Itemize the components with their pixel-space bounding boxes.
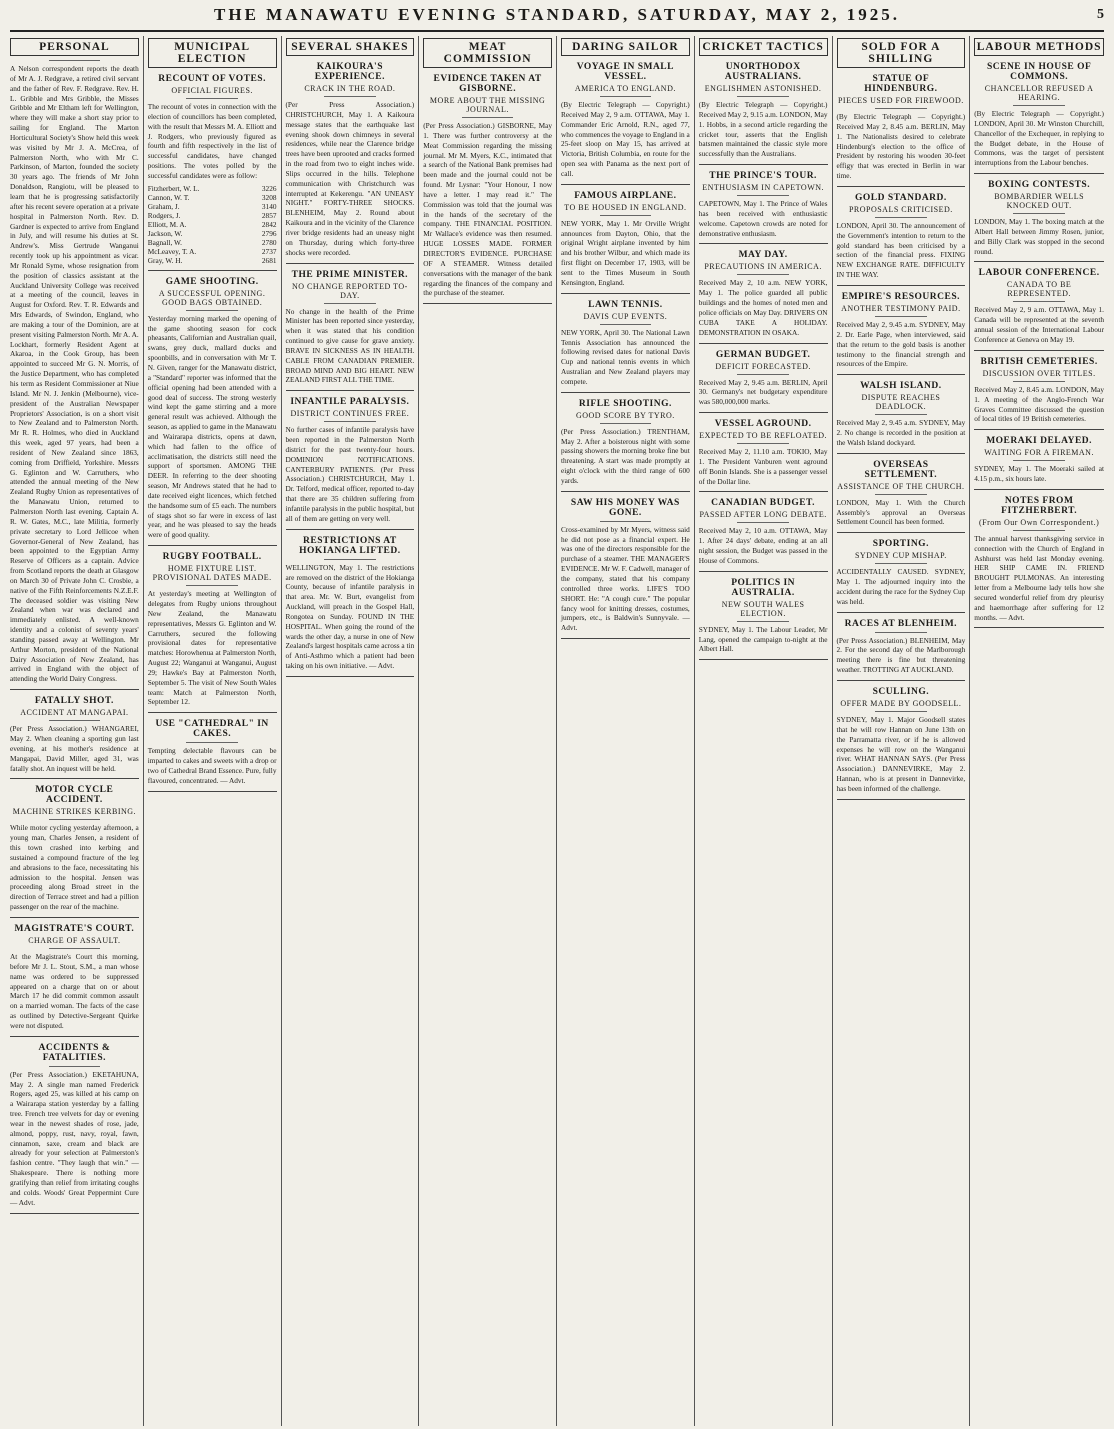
article bbox=[286, 397, 415, 529]
divider bbox=[186, 742, 238, 743]
article-title: ACCIDENTS & FATALITIES. bbox=[38, 1042, 111, 1063]
divider bbox=[324, 96, 376, 97]
candidate-name: Bagnall, W. bbox=[147, 237, 183, 247]
article bbox=[837, 539, 966, 612]
article-title: BRITISH CEMETERIES. bbox=[980, 356, 1098, 367]
article-body: (By Electric Telegraph — Copyright.) Received May 2, 9.15 a.m. LONDON, May 1. Hobbs, in a second article regarding the cricket tour, asserts that the English batsmen maintained the classic style more successfully than the Australians. bbox=[698, 100, 828, 159]
article-body: (By Electric Telegraph — Copyright.) Received May 2, 9 a.m. OTTAWA, May 1. Commander Eric Arnold, R.N., aged 77, who commences the voyage to England in a 25-feet sloop on May 15, has arrived at Victoria, British Columbia, en route for the open sea with Panama as the next port of call. bbox=[561, 100, 690, 178]
column-headline: PERSONAL bbox=[10, 38, 139, 56]
divider bbox=[1013, 213, 1065, 214]
article bbox=[10, 1043, 139, 1214]
article-title: MAGISTRATE'S COURT. bbox=[14, 923, 135, 934]
candidate-votes: 3226 bbox=[261, 183, 277, 193]
divider bbox=[49, 720, 101, 721]
news-column bbox=[970, 36, 1108, 1426]
article-title: GERMAN BUDGET. bbox=[715, 349, 811, 360]
divider bbox=[737, 96, 789, 97]
news-column bbox=[282, 36, 420, 1426]
candidate-name: Graham, J. bbox=[147, 201, 180, 211]
section-separator bbox=[837, 532, 966, 533]
article-body: CAPETOWN, May 1. The Prince of Wales has been received with enthusiastic welcome. Capetown crowds are noted for demonstrative enthusiasm. bbox=[698, 199, 828, 238]
article-title: RIFLE SHOOTING. bbox=[578, 398, 672, 409]
article-title: FAMOUS AIRPLANE. bbox=[574, 190, 677, 201]
article-title: SPORTING. bbox=[872, 539, 929, 550]
section-separator bbox=[699, 571, 828, 572]
article-body: SYDNEY, May 1. The Moeraki sailed at 4.15 p.m., six hours late. bbox=[974, 464, 1104, 484]
divider bbox=[875, 414, 927, 415]
section-separator bbox=[286, 529, 415, 530]
section-separator bbox=[699, 343, 828, 344]
news-column bbox=[419, 36, 557, 1426]
column-headline: SOLD FOR A SHILLING bbox=[837, 38, 966, 68]
article-subtitle: OFFICIAL FIGURES. bbox=[171, 86, 253, 95]
article-body: Received May 2, 10 a.m. NEW YORK, May 1. The police guarded all public buildings and the homes of noted men and police officials on May Day. DRIVERS ON CUBA TAKE A HOLIDAY. DEMONSTRATION IN OSAKA. bbox=[698, 278, 828, 337]
newspaper-title: THE MANAWATU EVENING STANDARD, SATURDAY, MAY 2, 1925. bbox=[214, 5, 900, 24]
section-separator bbox=[10, 778, 139, 779]
divider bbox=[875, 494, 927, 495]
section-separator bbox=[561, 638, 690, 639]
article-title: WALSH ISLAND. bbox=[860, 381, 942, 392]
candidate-name: Elliott, M. A. bbox=[147, 219, 187, 229]
article-title: GOLD STANDARD. bbox=[854, 192, 947, 203]
column-headline: SEVERAL SHAKES bbox=[286, 38, 415, 56]
article bbox=[837, 193, 966, 286]
candidate-votes: 2681 bbox=[261, 255, 277, 265]
article-body: NEW YORK, May 1. Mr Orville Wright announces from Dayton, Ohio, that the original Wright airplane invented by him and his brother Wilbur, and which made its first flight on December 17, 1903, will be sent to the Times Museum in South Kensington, England. bbox=[561, 218, 690, 287]
divider bbox=[186, 585, 238, 586]
table-row bbox=[148, 184, 277, 193]
article bbox=[10, 60, 139, 690]
article-title: RACES AT BLENHEIM. bbox=[844, 618, 958, 629]
article-body: (Per Press Association.) TRENTHAM, May 2. After a boisterous night with some passing showers the morning broke fine but threatening. A start was made promptly at eight o'clock with the third range of 600 yards. bbox=[561, 426, 690, 485]
section-separator bbox=[699, 412, 828, 413]
section-separator bbox=[699, 243, 828, 244]
article-body: No change in the health of the Prime Minister has been reported since yesterday, when it was stated that his condition continued to give cause for grave anxiety. BRAVE IN SICKNESS AS IN HEALTH. CABLE FROM CANADIAN PREMIER. BROAD MIND AND BIG HEART. NEW ZEALAND FIRST ALL THE TIME. bbox=[285, 306, 415, 385]
divider bbox=[875, 217, 927, 218]
masthead bbox=[10, 0, 1104, 32]
divider bbox=[49, 1066, 101, 1067]
divider bbox=[600, 521, 652, 522]
article-title: BOXING CONTESTS. bbox=[988, 180, 1091, 191]
article-subtitle: PIECES USED FOR FIREWOOD. bbox=[837, 96, 964, 105]
article-body: Tempting delectable flavours can be imparted to cakes and sweets with a drop or two of Cathedral Brand Essence. Pure, fully flavoured, concentrated. — Advt. bbox=[147, 746, 277, 785]
article-title: CANADIAN BUDGET. bbox=[711, 498, 816, 509]
candidate-name: McLeavey, T. A. bbox=[147, 246, 197, 256]
article bbox=[699, 498, 828, 571]
article-title: LABOUR CONFERENCE. bbox=[978, 268, 1100, 279]
section-separator bbox=[974, 173, 1104, 174]
article bbox=[286, 270, 415, 392]
section-separator bbox=[974, 261, 1104, 262]
article-title: STATUE OF HINDENBURG. bbox=[864, 74, 938, 94]
article-subtitle: CANADA TO BE REPRESENTED. bbox=[1006, 280, 1072, 299]
section-separator bbox=[837, 186, 966, 187]
article bbox=[699, 250, 828, 343]
page-number: 5 bbox=[1097, 7, 1104, 22]
candidate-votes: 2796 bbox=[261, 228, 277, 238]
article-title: MOERAKI DELAYED. bbox=[986, 436, 1093, 447]
article bbox=[148, 74, 277, 271]
article-body: SYDNEY, May 1. The Labour Leader, Mr Lang, opened the campaign to-night at the Albert Hall. bbox=[698, 624, 828, 654]
article-body: SYDNEY, May 1. Major Goodsell states that he will row Hannan on June 13th on the Parramatta river, or if he is allowed expenses he will row on the Wanganui river. WHAT HANNAN SAYS. (Per Press Association.) DANNEVIRKE, May 2. Hannan, who is at present in Dannevirke, has been informed of the challenge. bbox=[836, 715, 966, 793]
article bbox=[148, 719, 277, 791]
column-headline: MUNICIPAL ELECTION bbox=[148, 38, 277, 68]
article-title: FATALLY SHOT. bbox=[34, 696, 114, 707]
article-subtitle: CRACK IN THE ROAD. bbox=[304, 84, 396, 93]
divider bbox=[875, 563, 927, 564]
article bbox=[837, 460, 966, 534]
article-body: NEW YORK, April 30. The National Lawn Tennis Association has announced the following revised dates for national Davis Cup and national tennis events in which Australian and New Zealand players may compete. bbox=[561, 327, 690, 386]
article-title: INFANTILE PARALYSIS. bbox=[290, 397, 410, 408]
section-separator bbox=[837, 374, 966, 375]
candidate-votes: 2857 bbox=[261, 210, 277, 220]
divider bbox=[1013, 105, 1065, 106]
article-subtitle: (From Our Own Correspondent.) bbox=[978, 517, 1100, 527]
article-subtitle: MORE ABOUT THE MISSING JOURNAL. bbox=[429, 96, 546, 114]
section-separator bbox=[699, 164, 828, 165]
article-title: EMPIRE'S RESOURCES. bbox=[841, 291, 960, 302]
table-row bbox=[148, 193, 277, 202]
divider bbox=[49, 819, 101, 820]
section-separator bbox=[10, 1036, 139, 1037]
divider bbox=[1013, 460, 1065, 461]
divider bbox=[875, 711, 927, 712]
article bbox=[286, 536, 415, 677]
article-body: LONDON, May 1. The boxing match at the Albert Hall between Jimmy Rosen, junior, and Billy Clark was stopped in the second round. bbox=[974, 217, 1104, 256]
article-body: A Nelson correspondent reports the death of Mr A. J. Redgrave, a retired civil servant and the father of Rev. F. Redgrave. Rev. H. L. Gribble and Mrs Gribble, the Misses Gribble and Mr Eltham left for Wellington, where they will make a short stay prior to sailing for England. The Marton Horticultural Society's Show held this week was visited by Mr J. A. McCrea, of Palmerston North, who with Mr C. Parkinson, of Marton, founded the society 30 years ago. The friends of Mr John Donaldson, Rangiotu, will be pleased to learn that he is progressing satisfactorily after his recent severe operation at a private hospital in Palmerston North. Rev. D. Gardner is expected to arrive from England in July, and will resume his duties at St. Andrew's. Miss Gertrude Wanganui recently took up his appointment as vicar. Mr Ronald Syme, whose resignation from the position of classics assistant at the Auckland University College was received at a meeting of the council, leaves in August for Oxford. Rev. T. R. Edwards and Mrs Edwards, of Swindon, England, who are making a tour of the Dominion, are at present visiting Palmerston North. Mr A. A. Lockhart, formerly Resident Agent at Akaroa, in the Cook Group, has been appointed to succeed Mr G. N. Morris, of the Justice Department, who has completed his term as Resident Commissioner at Niue Island. Mr N. J. Jenkin (Melbourne), vice-president of the Australian Newspaper Proprietors' Association, is on a short visit to New Zealand and to Palmerston North. Mr R. R. Holmes, who died in Auckland this week, aged 97 years, had been a resident of New Zealand since 1863, coming from Driffield, Yorkshire. Messrs G. Eglinton and W. Carruthers, who attended the annual meeting of the New Zealand Rugby Union as representatives of the Manawatu Union, returned to Palmerston North last evening. Captain A. R. W. Gates, M.C., late Militia, formerly private secretary to Lord Jellicoe when Governor-General of New Zealand, has been appointed to the Egyptian Army Reserve of Officers as a captain. Advice from Scotland reports the death at Glasgow on March 30 of Private John C. Crosbie, a native of the Fifth Reinforcements N.Z.E.F. The deceased soldier was visiting New Zealand when war was declared and immediately enlisted. A well-known identity and a colonist of seventy years' standing passed away at Wellington. Mr Arthur Morton, president of the National Dairy Association of New Zealand, has arrived in England with the object of attending the World Dairy Congress. bbox=[10, 64, 139, 684]
article bbox=[974, 436, 1104, 490]
article-body: ACCIDENTALLY CAUSED. SYDNEY, May 1. The adjourned inquiry into the accident during the race for the Sydney Cup was held. bbox=[836, 567, 966, 606]
article bbox=[10, 924, 139, 1037]
article bbox=[286, 62, 415, 264]
article-body: Received May 2, 9 a.m. OTTAWA, May 1. Canada will be represented at the seventh annual session of the International Labour Conference at Geneva on May 19. bbox=[974, 305, 1104, 344]
article-body: Yesterday morning marked the opening of the game shooting season for cock pheasants, Californian and Australian quail, swans, grey duck, mallard ducks and spoonbills, and in conversation with Mr T. N. Given, ranger for the Manawatu district, a "Standard" reporter was informed that the official opening had been attended with a good deal of success. The strong westerly wind kept the game stirring and a more general result was achieved. Although the season, as applied to game in the Manawatu and Wairarapa districts, opens at dawn, which had fallen to the office of acclimatisation, the districts still need the support of sportsmen. AMONG THE DEER. In referring to the deer shooting season, Mr Andrews stated that he had to date received eight licences, which fetched the handsome sum of £5 each. The numbers of stags shot so far were in excess of last year, and he was pleased to say the heads were of good quality. bbox=[147, 313, 277, 540]
article-subtitle: ASSISTANCE OF THE CHURCH. bbox=[837, 481, 965, 491]
article-subtitle: EXPECTED TO BE REFLOATED. bbox=[699, 431, 827, 441]
section-separator bbox=[974, 429, 1104, 430]
article bbox=[837, 687, 966, 800]
section-separator bbox=[699, 491, 828, 492]
divider bbox=[737, 443, 789, 444]
table-row bbox=[148, 202, 277, 211]
article-title: GAME SHOOTING. bbox=[165, 276, 259, 287]
section-separator bbox=[837, 285, 966, 286]
article-title: SCULLING. bbox=[872, 687, 930, 697]
news-column bbox=[557, 36, 695, 1426]
article bbox=[699, 62, 828, 165]
table-row bbox=[148, 211, 277, 220]
article-subtitle: ANOTHER TESTIMONY PAID. bbox=[841, 303, 961, 313]
divider bbox=[737, 621, 789, 622]
article-subtitle: AMERICA TO ENGLAND. bbox=[574, 84, 676, 93]
article-body: At the Magistrate's Court this morning, before Mr J. L. Stout, S.M., a man whose name was ordered to be suppressed appeared on a charge that on or about March 17 he did commit common assault on a married woman. The facts of the case as outlined by Detective-Sergeant Quirke were not disputed. bbox=[10, 951, 139, 1030]
divider bbox=[600, 96, 652, 97]
article-title: RESTRICTIONS AT HOKIANGA LIFTED. bbox=[299, 535, 401, 556]
article-body: (By Electric Telegraph — Copyright.) Received May 2, 8.45 a.m. BERLIN, May 1. The Nationalists desired to celebrate Hindenburg's election to the office of President by restoring his wooden 30-feet effigy that was erected in Berlin in war time. bbox=[836, 112, 966, 181]
article-title: POLITICS IN AUSTRALIA. bbox=[731, 577, 796, 598]
article-subtitle: A SUCCESSFUL OPENING. GOOD BAGS OBTAINED. bbox=[158, 288, 266, 307]
divider bbox=[186, 310, 238, 311]
article-title: OVERSEAS SETTLEMENT. bbox=[864, 459, 938, 480]
table-row bbox=[148, 229, 277, 238]
candidate-votes: 2780 bbox=[261, 237, 277, 247]
article-title: THE PRIME MINISTER. bbox=[291, 269, 409, 280]
article-title: THE PRINCE'S TOUR. bbox=[709, 171, 817, 182]
section-separator bbox=[10, 917, 139, 918]
article bbox=[974, 357, 1104, 430]
divider bbox=[875, 316, 927, 317]
divider bbox=[49, 948, 101, 949]
article-title: SAW HIS MONEY WAS GONE. bbox=[570, 497, 680, 518]
section-separator bbox=[837, 453, 966, 454]
article-body: Received May 2, 10 a.m. OTTAWA, May 1. After 24 days' debate, ending at an all night session, the Budget was passed in the House of Commons. bbox=[698, 526, 828, 565]
candidate-name: Cannon, W. T. bbox=[147, 192, 190, 202]
table-row bbox=[148, 256, 277, 265]
article-title: NOTES FROM FITZHERBERT. bbox=[1001, 495, 1078, 516]
column-headline: LABOUR METHODS bbox=[974, 38, 1104, 56]
article-title: USE "CATHEDRAL" IN CAKES. bbox=[155, 719, 269, 740]
section-separator bbox=[148, 791, 277, 792]
article-subtitle: PRECAUTIONS IN AMERICA. bbox=[704, 262, 822, 272]
article-body: The annual harvest thanksgiving service in connection with the Church of England in Ashhurst was held last Monday evening. HER SHIP CAME IN. FRIEND BROUGHT PULMONAS. An interesting letter from a Melbourne lady tells how she secured wonderful relief from dry pleurisy and haemorrhage after suffering for 12 months. — Advt. bbox=[974, 533, 1104, 622]
article bbox=[148, 552, 277, 713]
candidate-name: Jackson, W. bbox=[147, 228, 183, 238]
article-body: Received May 2, 9.45 a.m. SYDNEY, May 2. No change is recorded in the position at the Walsh Island dockyard. bbox=[836, 418, 966, 447]
divider bbox=[1013, 381, 1065, 382]
column-headline: MEAT COMMISSION bbox=[423, 38, 552, 68]
article-body: The recount of votes in connection with the election of councillors has been completed, with the result that Messrs M. A. Elliott and J. Rodgers, who previously figured as fourth and fifth respectively in the list of successful candidates, have changed positions. The votes polled by the successful candidates were as follow: bbox=[147, 102, 277, 180]
candidate-name: Rodgers, J. bbox=[147, 210, 181, 220]
divider bbox=[324, 303, 376, 304]
divider bbox=[737, 195, 789, 196]
article-subtitle: DEFICIT FORECASTED. bbox=[715, 361, 811, 371]
section-separator bbox=[974, 350, 1104, 351]
news-column bbox=[144, 36, 282, 1426]
section-separator bbox=[148, 545, 277, 546]
article-subtitle: PASSED AFTER LONG DEBATE. bbox=[699, 510, 827, 520]
article-body: LONDON, May 1. With the Church Assembly's approval an Overseas Settlement Council has been formed. bbox=[836, 497, 966, 527]
article-title: VOYAGE IN SMALL VESSEL. bbox=[576, 62, 674, 82]
divider bbox=[875, 108, 927, 109]
article-subtitle: ENTHUSIASM IN CAPETOWN. bbox=[702, 183, 825, 193]
article bbox=[561, 399, 690, 492]
article-body: While motor cycling yesterday afternoon, a young man, Charles Jensen, a resident of this town crashed into kerbing and sustained a compound fracture of the leg and abrasions to the face, necessitating his admission to the hospital. Jensen was proceeding along Broad street in the direction of Terrace street and had a pillion passenger on the rear of the machine. bbox=[10, 823, 139, 912]
article-subtitle: DISCUSSION OVER TITLES. bbox=[982, 368, 1096, 378]
section-separator bbox=[974, 489, 1104, 490]
section-separator bbox=[699, 659, 828, 660]
article-subtitle: OFFER MADE BY GOODSELL. bbox=[840, 699, 962, 708]
section-separator bbox=[148, 712, 277, 713]
section-separator bbox=[286, 390, 415, 391]
article-subtitle: CHARGE OF ASSAULT. bbox=[28, 935, 121, 945]
divider bbox=[324, 421, 376, 422]
section-separator bbox=[837, 612, 966, 613]
candidate-name: Fitzherbert, W. L. bbox=[147, 183, 200, 193]
article-subtitle: WAITING FOR A FIREMAN. bbox=[984, 448, 1094, 458]
column-headline: DARING SAILOR bbox=[561, 38, 690, 56]
article bbox=[837, 74, 966, 187]
article bbox=[837, 381, 966, 454]
article-subtitle: TO BE HOUSED IN ENGLAND. bbox=[564, 202, 687, 212]
article-subtitle: DISPUTE REACHES DEADLOCK. bbox=[861, 393, 941, 412]
divider bbox=[324, 559, 376, 560]
article-body: At yesterday's meeting at Wellington of delegates from Rugby unions throughout New Zealand, the Manawatu representatives, Messrs G. Eglinton and W. Carruthers, secured the following provisional dates for representative matches: Horowhenua at Palmerston North, August 22; Wanganui at Wanganui, August 29; Hawke's Bay at Palmerston North, September 5. The visit of New South Wales team: Match at Palmerston North, September 12. bbox=[147, 589, 277, 707]
article-subtitle: DAVIS CUP EVENTS. bbox=[583, 311, 668, 321]
section-separator bbox=[10, 1213, 139, 1214]
article-subtitle: MACHINE STRIKES KERBING. bbox=[12, 807, 137, 817]
article-body: Received May 2, 11.10 a.m. TOKIO, May 1. The President Vanburen went aground off Bonin Islands. She is a passenger vessel of the Dollar line. bbox=[698, 447, 828, 486]
article-body: (By Electric Telegraph — Copyright.) LONDON, April 30. Mr Winston Churchill, Chancellor of the Exchequer, in replying to the Budget debate, in the House of Commons, was the target of persistent interruptions from the Labour benches. bbox=[974, 109, 1104, 168]
article-subtitle: GOOD SCORE BY TYRO. bbox=[575, 410, 675, 420]
section-separator bbox=[561, 293, 690, 294]
article-subtitle: PROPOSALS CRITICISED. bbox=[848, 204, 953, 214]
divider bbox=[1013, 301, 1065, 302]
article-title: VESSEL AGROUND. bbox=[714, 419, 812, 430]
candidate-votes: 3208 bbox=[261, 192, 277, 202]
article-title: SCENE IN HOUSE OF COMMONS. bbox=[986, 62, 1092, 82]
divider bbox=[462, 117, 514, 118]
section-separator bbox=[148, 270, 277, 271]
table-row bbox=[148, 220, 277, 229]
candidate-votes: 2842 bbox=[261, 219, 277, 229]
article bbox=[699, 350, 828, 414]
article-body: Received May 2, 8.45 a.m. LONDON, May 1. A meeting of the Anglo-French War Graves Committee discussed the question of local titles of 19 British cemeteries. bbox=[974, 384, 1104, 424]
candidate-votes: 3140 bbox=[261, 201, 277, 211]
newspaper-columns bbox=[6, 36, 1108, 1426]
article-body: WELLINGTON, May 1. The restrictions are removed on the district of the Hokianga County, because of infantile paralysis in that area. Mr. W. Burt, evangelist from Auckland, will preach in the Gospel Hall, Rongotea on Sunday. FOUND IN THE HOSPITAL. When going the round of the wards the other day, a nurse in one of New Zealand's largest hospitals came across a tin of Anti-Asthmo which a patient had been taking on his own initiative. — Advt. bbox=[285, 562, 415, 671]
column-headline: CRICKET TACTICS bbox=[699, 38, 828, 56]
divider bbox=[1013, 530, 1065, 531]
article-title: UNORTHODOX AUSTRALIANS. bbox=[724, 62, 802, 82]
section-separator bbox=[561, 491, 690, 492]
divider bbox=[600, 324, 652, 325]
section-separator bbox=[286, 676, 415, 677]
article bbox=[561, 300, 690, 393]
article-subtitle: CHANCELLOR REFUSED A HEARING. bbox=[984, 84, 1094, 102]
article bbox=[699, 578, 828, 661]
article-body: (Per Press Association.) CHRISTCHURCH, May 1. A Kaikoura message states that the earthquake last evening shook down chimneys in several residences, while near the Clarence bridge trees have been uprooted and cracks formed in the road from two to eight inches wide. Slips occurred in the hills. Telephone communication with Christchurch was interrupted at Kekerengu. "AN UNEASY NIGHT." FORTY-THREE SHOCKS. BLENHEIM, May 2. Round about Kaikoura and in the vicinity of the Clarence river bridge residents had an uneasy night on Thursday, during which forty-three shocks were recorded. bbox=[285, 100, 415, 257]
article bbox=[10, 696, 139, 779]
article bbox=[148, 277, 277, 546]
article bbox=[974, 62, 1104, 174]
article-body: LONDON, April 30. The announcement of the Government's intention to return to the gold standard has been criticised by a section of the financial press. FIXING NEW EXCHANGE RATE. DIFFICULTY IN THE WAY. bbox=[836, 220, 966, 280]
divider bbox=[737, 374, 789, 375]
article-title: EVIDENCE TAKEN AT GISBORNE. bbox=[433, 74, 542, 94]
article-title: LAWN TENNIS. bbox=[588, 299, 663, 310]
article-title: KAIKOURA'S EXPERIENCE. bbox=[314, 62, 385, 82]
divider bbox=[600, 423, 652, 424]
divider bbox=[737, 522, 789, 523]
section-separator bbox=[974, 627, 1104, 628]
article-subtitle: HOME FIXTURE LIST. PROVISIONAL DATES MADE. bbox=[152, 564, 272, 583]
news-column bbox=[695, 36, 833, 1426]
article bbox=[561, 498, 690, 639]
article bbox=[974, 268, 1104, 350]
section-separator bbox=[423, 303, 552, 304]
article-title: MOTOR CYCLE ACCIDENT. bbox=[35, 785, 114, 806]
article bbox=[837, 292, 966, 375]
article-title: RUGBY FOOTBALL. bbox=[162, 552, 262, 563]
candidate-name: Gray, W. H. bbox=[147, 255, 183, 265]
section-separator bbox=[10, 689, 139, 690]
article-body: Received May 2, 9.45 a.m. SYDNEY, May 2. Dr. Earle Page, when interviewed, said that the return to the gold basis is another testimony to the financial strength and resources of the Empire. bbox=[836, 319, 966, 369]
article-title: RECOUNT OF VOTES. bbox=[158, 74, 266, 84]
section-separator bbox=[837, 680, 966, 681]
article-subtitle: NO CHANGE REPORTED TO-DAY. bbox=[291, 281, 408, 300]
article bbox=[561, 191, 690, 294]
election-results-table bbox=[148, 184, 277, 265]
divider bbox=[600, 215, 652, 216]
divider bbox=[737, 274, 789, 275]
article bbox=[423, 74, 552, 304]
article-subtitle: BOMBARDIER WELLS KNOCKED OUT. bbox=[994, 192, 1085, 211]
divider bbox=[49, 60, 101, 61]
article bbox=[561, 62, 690, 185]
news-column bbox=[6, 36, 144, 1426]
candidate-votes: 2737 bbox=[261, 246, 277, 256]
article-body: (Per Press Association.) BLENHEIM, May 2. For the second day of the Marlborough meeting there is fine but threatening weather. TROTTING AT AUCKLAND. bbox=[836, 635, 966, 675]
article bbox=[974, 496, 1104, 629]
article-subtitle: SYDNEY CUP MISHAP. bbox=[854, 551, 947, 561]
divider bbox=[875, 632, 927, 633]
news-column bbox=[833, 36, 971, 1426]
table-row bbox=[148, 247, 277, 256]
article bbox=[837, 619, 966, 681]
article-subtitle: ENGLISHMEN ASTONISHED. bbox=[704, 84, 822, 93]
section-separator bbox=[286, 263, 415, 264]
section-separator bbox=[561, 392, 690, 393]
article-body: Cross-examined by Mr Myers, witness said he did not pose as a financial expert. He was one of the directors responsible for the purchase of a steamer. THE MANAGER'S EVIDENCE. Mr W. F. Cadwell, manager of the company, stated that his company controlled three works. LIFE'S TOO SHORT. He: "A cough cure." The popular fancy wool for knitting dresses, costumes, jumpers, etc., is Baldwin's Sunnyvale. — Advt. bbox=[561, 524, 690, 633]
article-body: Received May 2, 9.45 a.m. BERLIN, April 30. Germany's net budgetary expenditure was 580,000,000 marks. bbox=[698, 377, 828, 407]
table-row bbox=[148, 238, 277, 247]
article-title: MAY DAY. bbox=[738, 250, 788, 261]
article-subtitle: ACCIDENT AT MANGAPAI. bbox=[20, 708, 129, 718]
section-separator bbox=[561, 184, 690, 185]
article-subtitle: DISTRICT CONTINUES FREE. bbox=[290, 409, 410, 419]
section-separator bbox=[837, 799, 966, 800]
article-body: (Per Press Association.) EKETAHUNA, May 2. A single man named Frederick Rogers, aged 25, was killed at his camp on a Wairarapa station yesterday by a falling tree. French tree velvets for day or evening wear in the newest shades of rose, jade, almond, poppy, rust, navy, royal, fawn, cinnamon, saxe, cream and black are already for your selection at Palmerston's fashion centre. "They laugh that win." — Shakespeare. There is nothing more gratifying than relief from irritating coughs and colds. Woods' Great Peppermint Cure — Advt. bbox=[10, 1069, 139, 1207]
article bbox=[10, 785, 139, 918]
article-body: (Per Press Association.) GISBORNE, May 1. There was further controversy at the Meat Commission regarding the missing journal. Mr M. Myers, K.C., intimated that a search of the National Bank premises had been made and the journal could not be found. Mr Lysnar: "Your Honour, I now have a letter. I may read it." The Commission was told that the journal was in the hands of the secretary of the company. THE FINANCIAL POSITION. Mr Wallace's evidence was then resumed. HUGE LOSSES MADE. FORMER DIRECTOR'S EVIDENCE. PURCHASE OF A STEAMER. Witness detailed conversations with the manager of the bank regarding the finances of the company and the purchase of the steamer. bbox=[423, 121, 552, 298]
article-body: No further cases of infantile paralysis have been reported in the Palmerston North district for the past twenty-four hours. DOMINION NOTIFICATIONS. CANTERBURY PATIENTS. (Per Press Association.) CHRISTCHURCH, May 1. Dr. Telford, medical officer, reported to-day that there are 35 children suffering from infantile paralysis in the public hospital, but all of them are getting on very well. bbox=[285, 425, 415, 523]
article bbox=[699, 171, 828, 244]
article bbox=[974, 180, 1104, 262]
article bbox=[699, 419, 828, 492]
article-body: (Per Press Association.) WHANGAREI, May 2. When cleaning a sporting gun last evening, at his mother's residence at Mangapai, David Miller, aged 31, was fatally shot. An inquest will be held. bbox=[10, 724, 139, 773]
divider bbox=[186, 98, 238, 99]
article-subtitle: NEW SOUTH WALES ELECTION. bbox=[721, 599, 805, 618]
